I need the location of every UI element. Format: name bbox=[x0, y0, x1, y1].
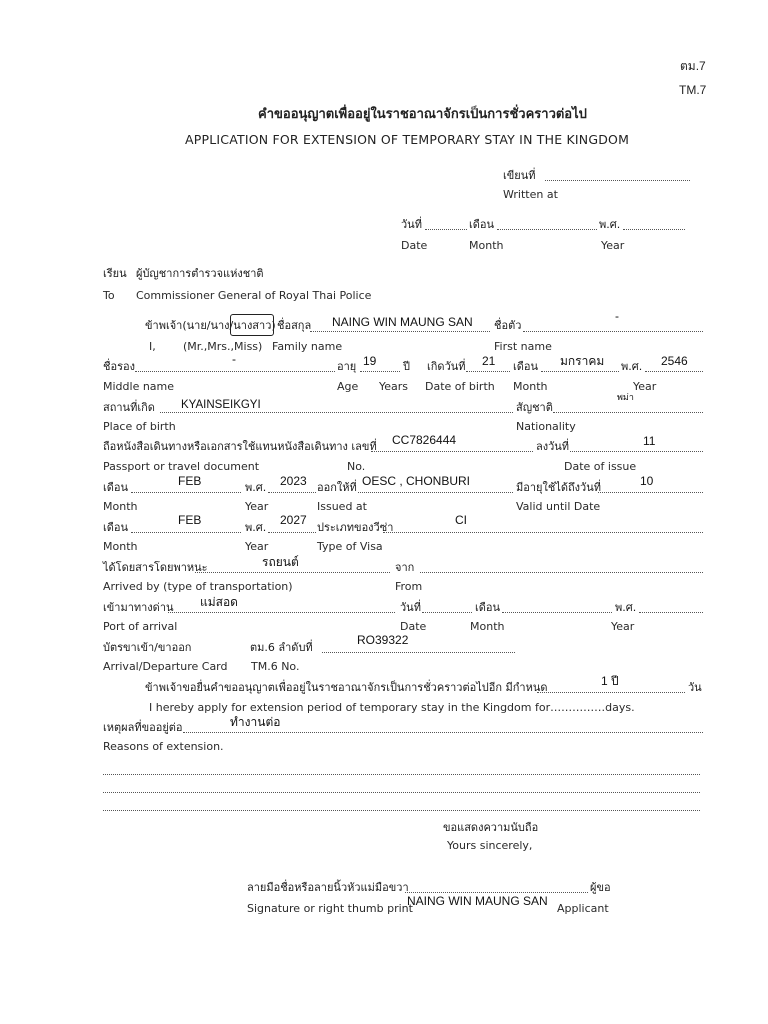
middle-name-label-th: ชื่อรอง bbox=[103, 360, 135, 373]
port-month-label-en: Month bbox=[470, 620, 505, 633]
family-name-value: NAING WIN MAUNG SAN bbox=[332, 315, 473, 329]
port-date-label-en: Date bbox=[400, 620, 427, 633]
family-name-label-en: Family name bbox=[272, 340, 343, 353]
middle-name-label-en: Middle name bbox=[103, 380, 175, 393]
dob-year-field[interactable] bbox=[645, 371, 703, 372]
tm6-label-en: TM.6 No. bbox=[251, 660, 300, 673]
apply-text-th: ข้าพเจ้าขอยื่นคำขออนุญาตเพื่ออยู่ในราชอาณาจักรเป็นการชั่วคราวต่อไปอีก มีกำหนด bbox=[145, 681, 548, 694]
issue-day-value: 11 bbox=[643, 434, 656, 448]
port-month-label-th: เดือน bbox=[475, 601, 501, 614]
issue-date-label-en: Date of issue bbox=[564, 460, 637, 473]
valid-month-label-th: เดือน bbox=[103, 521, 129, 534]
dob-month-value: มกราคม bbox=[560, 354, 605, 368]
reason-field[interactable] bbox=[183, 732, 703, 733]
passport-no-label-en: No. bbox=[347, 460, 366, 473]
selected-title-circle bbox=[230, 314, 274, 336]
issue-year-field[interactable] bbox=[268, 492, 316, 493]
dob-month-label-en: Month bbox=[513, 380, 548, 393]
issued-at-value: OESC , CHONBURI bbox=[362, 474, 471, 488]
dob-label-th: เกิดวันที่ bbox=[427, 360, 466, 373]
issued-at-label-th: ออกให้ที่ bbox=[317, 481, 357, 494]
reason-label-th: เหตุผลที่ขออยู่ต่อ bbox=[103, 721, 183, 734]
transport-field[interactable] bbox=[195, 572, 390, 573]
closing-en: Yours sincerely, bbox=[447, 839, 533, 852]
signature-value: NAING WIN MAUNG SAN bbox=[407, 894, 548, 908]
reason-line-2[interactable] bbox=[103, 774, 700, 775]
birth-place-value: KYAINSEIKGYI bbox=[181, 399, 261, 411]
passport-number-field[interactable] bbox=[371, 451, 533, 452]
valid-day-value: 10 bbox=[640, 474, 654, 488]
port-field[interactable] bbox=[168, 612, 395, 613]
to-label-en: To bbox=[103, 289, 115, 302]
date-label-en: Date bbox=[401, 239, 428, 252]
issue-month-value: FEB bbox=[178, 474, 202, 488]
name-prefix-th: ข้าพเจ้า(นาย/นาง/นางสาว) bbox=[145, 319, 276, 332]
issue-month-label-th: เดือน bbox=[103, 481, 129, 494]
date-month-field[interactable] bbox=[497, 229, 597, 230]
card-label-en: Arrival/Departure Card bbox=[103, 660, 228, 673]
family-name-field[interactable] bbox=[310, 331, 490, 332]
date-day-field[interactable] bbox=[425, 229, 467, 230]
first-name-label-en: First name bbox=[494, 340, 552, 353]
issue-day-field[interactable] bbox=[570, 451, 703, 452]
from-label-en: From bbox=[395, 580, 423, 593]
dob-year-value: 2546 bbox=[661, 354, 688, 368]
reason-line-4[interactable] bbox=[103, 810, 700, 811]
card-label-th: บัตรขาเข้า/ขาออก bbox=[103, 641, 192, 654]
passport-label-th: ถือหนังสือเดินทางหรือเอกสารใช้แทนหนังสือเดินทาง เลขที่ bbox=[103, 440, 377, 453]
applicant-label-en: Applicant bbox=[557, 902, 609, 915]
valid-year-value: 2027 bbox=[280, 513, 307, 527]
visa-type-label-en: Type of Visa bbox=[317, 540, 383, 553]
apply-text-en: I hereby apply for extension period of temporary stay in the Kingdom for……………days. bbox=[149, 701, 635, 714]
apply-period-value: 1 ปี bbox=[601, 674, 619, 688]
month-label-en: Month bbox=[469, 239, 504, 252]
dob-label-en: Date of birth bbox=[425, 380, 495, 393]
port-day-field[interactable] bbox=[422, 612, 472, 613]
age-label-en: Age bbox=[337, 380, 359, 393]
reason-line-3[interactable] bbox=[103, 792, 700, 793]
date-year-label-th: พ.ศ. bbox=[599, 218, 621, 231]
passport-label-en: Passport or travel document bbox=[103, 460, 260, 473]
port-year-label-en: Year bbox=[611, 620, 635, 633]
port-label-en: Port of arrival bbox=[103, 620, 178, 633]
issue-year-value: 2023 bbox=[280, 474, 307, 488]
form-title-en: APPLICATION FOR EXTENSION OF TEMPORARY STAY IN THE KINGDOM bbox=[185, 132, 630, 147]
date-month-label-th: เดือน bbox=[469, 218, 495, 231]
port-year-field[interactable] bbox=[639, 612, 703, 613]
first-name-label-th: ชื่อตัว bbox=[494, 319, 522, 332]
dob-year-label-en: Year bbox=[633, 380, 657, 393]
tm6-label-th: ตม.6 ลำดับที่ bbox=[250, 641, 313, 654]
nationality-field[interactable] bbox=[553, 412, 703, 413]
issued-at-label-en: Issued at bbox=[317, 500, 367, 513]
form-number-en: TM.7 bbox=[679, 83, 707, 97]
birth-place-field[interactable] bbox=[160, 412, 513, 413]
transport-value: รถยนต์ bbox=[262, 555, 299, 569]
transport-label-th: ได้โดยสารโดยพาหนะ bbox=[103, 561, 208, 574]
i-label-en: I, bbox=[149, 340, 156, 353]
valid-until-label-en: Valid until Date bbox=[516, 500, 601, 513]
apply-day-label-th: วัน bbox=[688, 681, 702, 694]
years-label-th: ปี bbox=[403, 360, 410, 373]
port-value: แม่สอด bbox=[200, 595, 238, 609]
written-at-label-th: เขียนที่ bbox=[503, 169, 536, 182]
birth-place-label-en: Place of birth bbox=[103, 420, 176, 433]
family-name-label-th: ชื่อสกุล bbox=[277, 319, 312, 332]
written-at-field[interactable] bbox=[545, 180, 690, 181]
port-day-label-th: วันที่ bbox=[400, 601, 421, 614]
from-field[interactable] bbox=[420, 572, 703, 573]
dob-month-field[interactable] bbox=[541, 371, 619, 372]
dob-day-field[interactable] bbox=[466, 371, 510, 372]
port-month-field[interactable] bbox=[502, 612, 612, 613]
signature-label-en: Signature or right thumb print bbox=[247, 902, 413, 915]
titles-label-en: (Mr.,Mrs.,Miss) bbox=[183, 340, 263, 353]
issue-year-label-en: Year bbox=[245, 500, 269, 513]
year-label-en: Year bbox=[601, 239, 625, 252]
to-label-th: เรียน bbox=[103, 267, 127, 280]
issue-month-label-en: Month bbox=[103, 500, 138, 513]
date-year-field[interactable] bbox=[623, 229, 685, 230]
dob-year-label-th: พ.ศ. bbox=[621, 360, 643, 373]
visa-type-label-th: ประเภทของวีซ่า bbox=[317, 521, 394, 534]
date-day-label-th: วันที่ bbox=[401, 218, 422, 231]
middle-name-value: - bbox=[232, 352, 236, 366]
reason-label-en: Reasons of extension. bbox=[103, 740, 224, 753]
valid-year-field[interactable] bbox=[268, 532, 316, 533]
nationality-label-en: Nationality bbox=[516, 420, 576, 433]
transport-label-en: Arrived by (type of transportation) bbox=[103, 580, 293, 593]
first-name-value: - bbox=[615, 309, 619, 323]
form-title-th: คำขออนุญาตเพื่ออยู่ในราชอาณาจักรเป็นการชั่วคราวต่อไป bbox=[258, 107, 587, 122]
birth-place-label-th: สถานที่เกิด bbox=[103, 401, 155, 414]
years-label-en: Years bbox=[379, 380, 409, 393]
card-number-field[interactable] bbox=[322, 652, 515, 653]
visa-type-value: CI bbox=[455, 513, 467, 527]
valid-month-field[interactable] bbox=[131, 532, 241, 533]
dob-day-value: 21 bbox=[482, 354, 496, 368]
closing-th: ขอแสดงความนับถือ bbox=[443, 821, 539, 834]
valid-year-label-en: Year bbox=[245, 540, 269, 553]
passport-number-value: CC7826444 bbox=[392, 433, 457, 447]
card-number-value: RO39322 bbox=[357, 633, 409, 647]
issue-year-label-th: พ.ศ. bbox=[245, 481, 267, 494]
apply-period-field[interactable] bbox=[537, 692, 685, 693]
signature-field[interactable] bbox=[405, 892, 588, 893]
form-number-th: ตม.7 bbox=[680, 59, 706, 73]
age-value: 19 bbox=[363, 354, 377, 368]
middle-name-field[interactable] bbox=[135, 371, 335, 372]
valid-year-label-th: พ.ศ. bbox=[245, 521, 267, 534]
reason-value: ทำงานต่อ bbox=[230, 715, 281, 729]
issue-date-label-th: ลงวันที่ bbox=[536, 440, 570, 453]
written-at-label-en: Written at bbox=[503, 188, 558, 201]
dob-month-label-th: เดือน bbox=[513, 360, 539, 373]
age-label-th: อายุ bbox=[337, 360, 357, 373]
applicant-label-th: ผู้ขอ bbox=[590, 881, 611, 894]
port-year-label-th: พ.ศ. bbox=[615, 601, 637, 614]
valid-until-label-th: มีอายุใช้ได้ถึงวันที่ bbox=[516, 481, 601, 494]
port-label-th: เข้ามาทางด่าน bbox=[103, 601, 174, 614]
valid-month-label-en: Month bbox=[103, 540, 138, 553]
to-value-th: ผู้บัญชาการตำรวจแห่งชาติ bbox=[136, 267, 264, 280]
valid-month-value: FEB bbox=[178, 513, 202, 527]
first-name-field[interactable] bbox=[523, 331, 703, 332]
signature-label-th: ลายมือชื่อหรือลายนิ้วหัวแม่มือขวา bbox=[247, 881, 409, 894]
age-field[interactable] bbox=[360, 371, 400, 372]
to-value-en: Commissioner General of Royal Thai Police bbox=[136, 289, 372, 302]
issue-month-field[interactable] bbox=[131, 492, 241, 493]
nationality-label-th: สัญชาติ bbox=[516, 401, 553, 414]
valid-day-field[interactable] bbox=[598, 492, 703, 493]
nationality-value: พม่า bbox=[617, 392, 634, 402]
issued-at-field[interactable] bbox=[358, 492, 513, 493]
from-label-th: จาก bbox=[395, 561, 415, 574]
visa-type-field[interactable] bbox=[383, 532, 703, 533]
